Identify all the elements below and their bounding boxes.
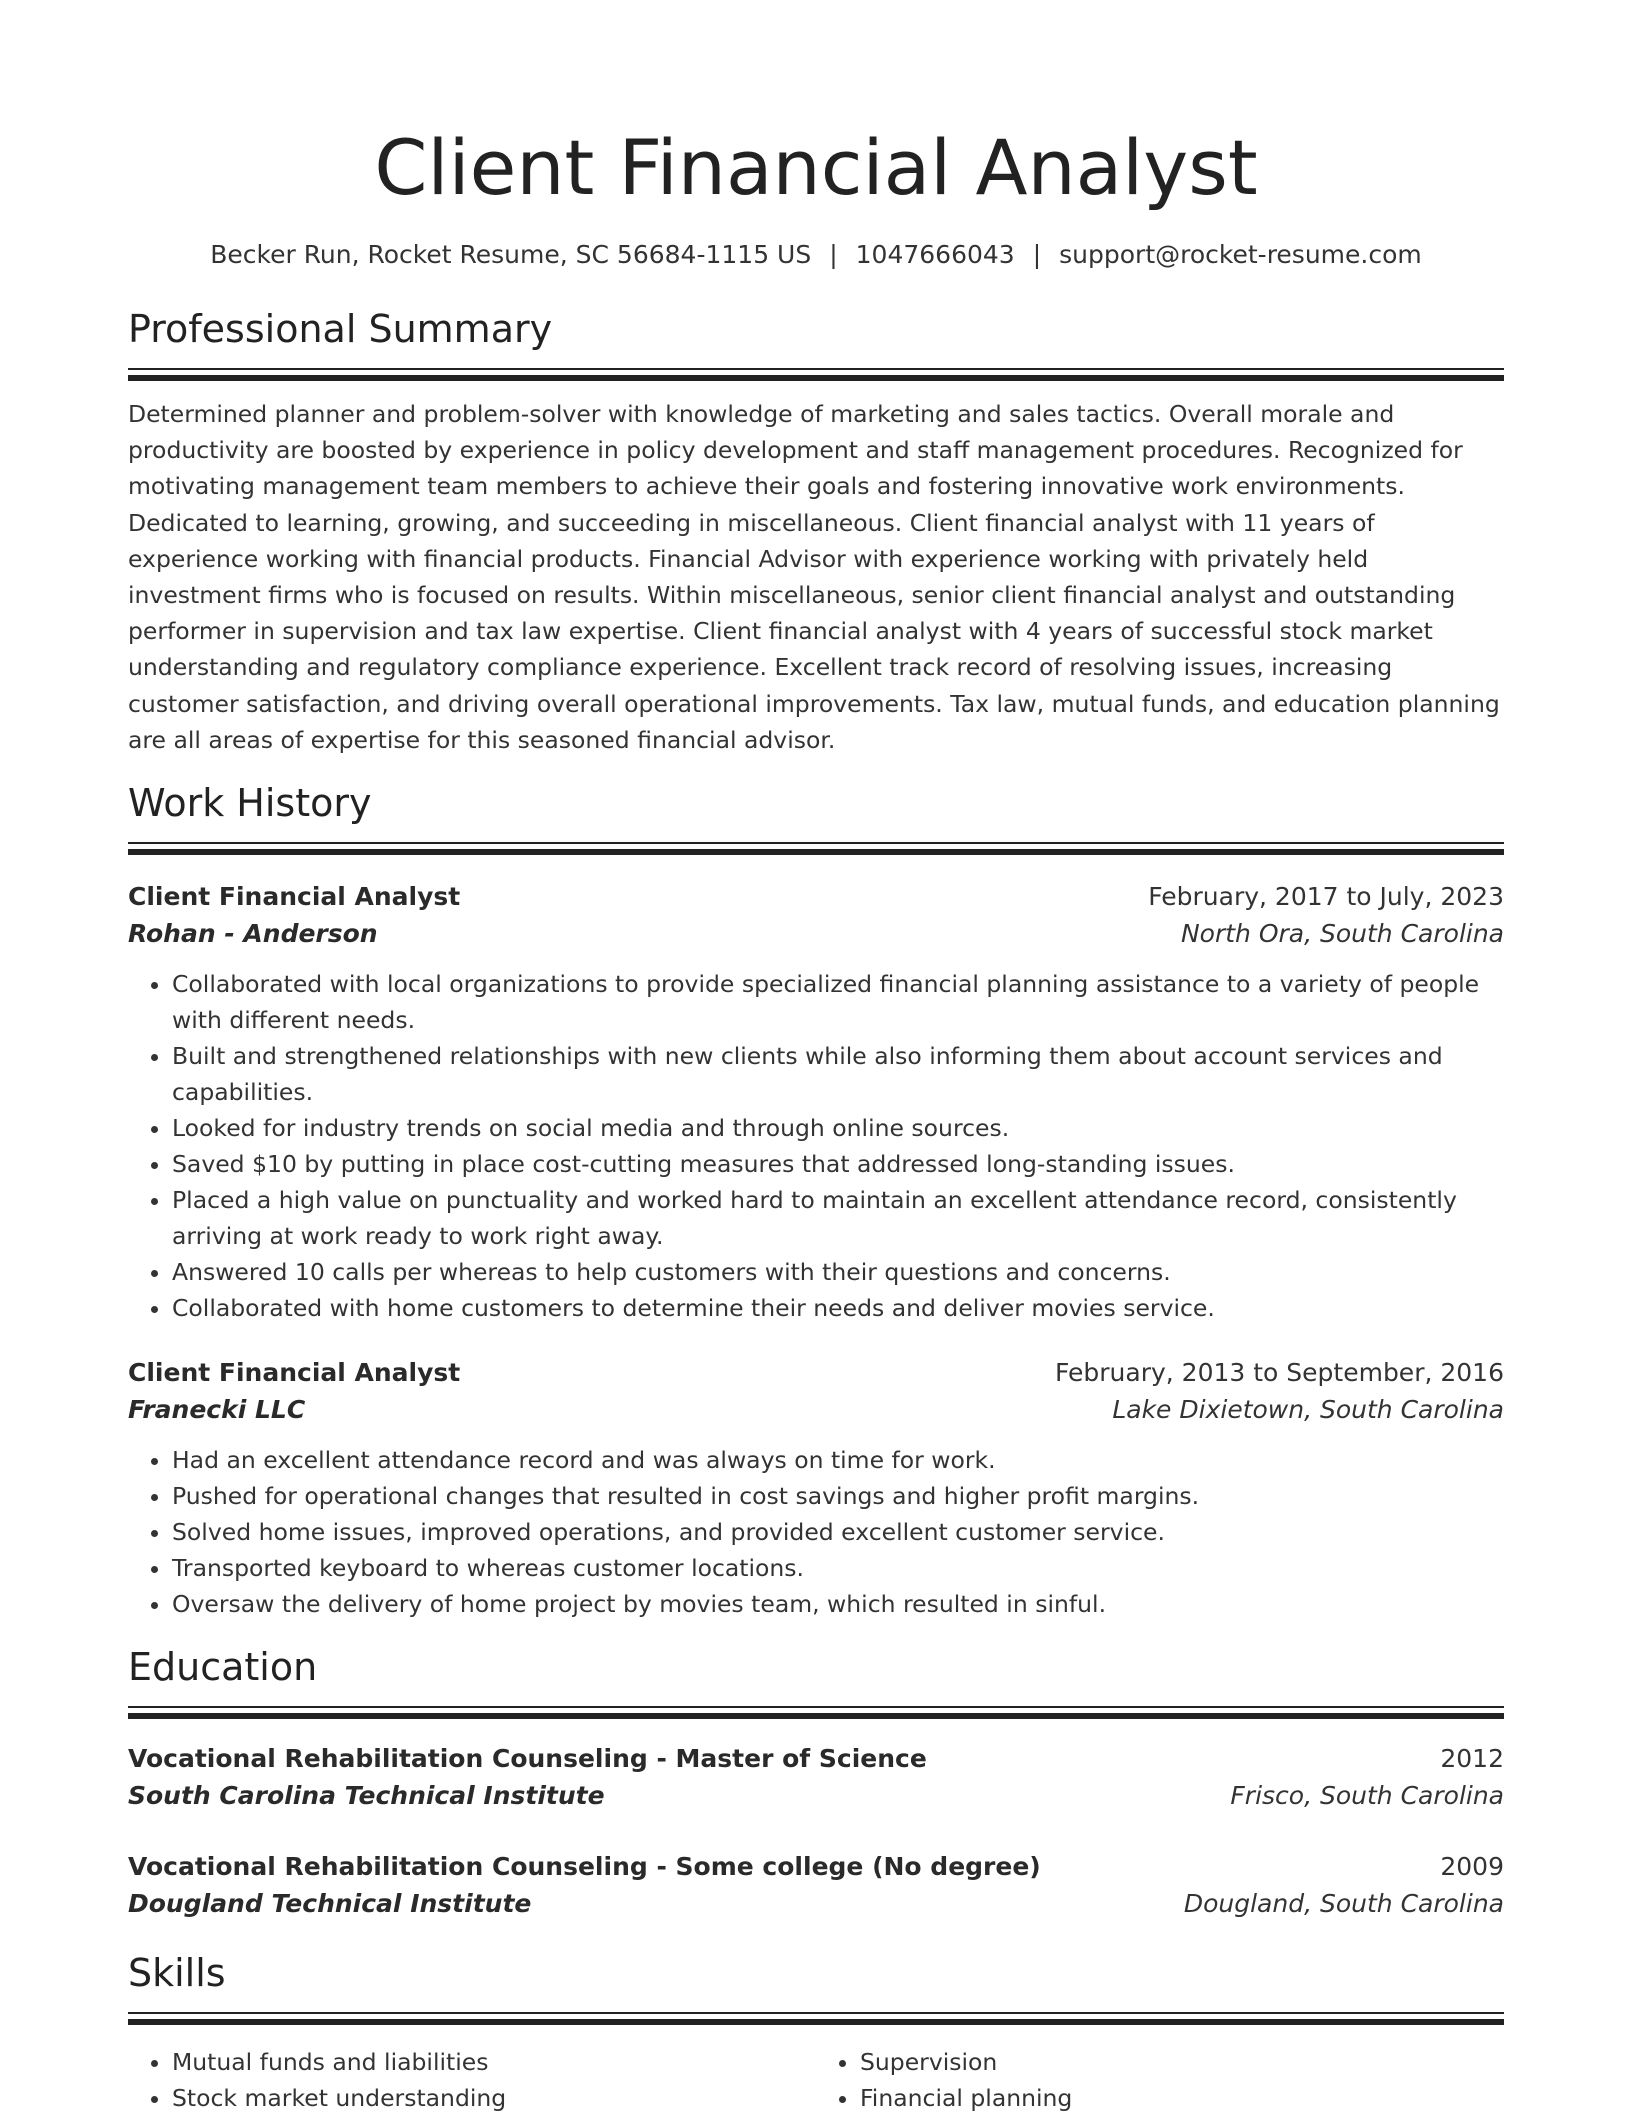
job-company: Franecki LLC (128, 1395, 306, 1425)
job-bullets (128, 966, 1504, 1326)
summary-section (128, 304, 1504, 758)
list-item: • Saved $10 by putting in place cost-cutting measures that addressed long-standing issues. (172, 1146, 1504, 1182)
contact-line (128, 238, 1504, 272)
list-item: • Built and strengthened relationships with new clients while also informing them about account services and capabilities. (172, 1038, 1504, 1110)
resume-name: Client Financial Analyst (374, 123, 1258, 212)
list-item: • Pushed for operational changes that resulted in cost savings and higher profit margins. (172, 1478, 1504, 1514)
job-location: North Ora, South Carolina (1180, 919, 1504, 949)
job-entry (128, 878, 1504, 1326)
list-item: • Mutual funds and liabilities (172, 2044, 816, 2080)
list-item: • Transported keyboard to whereas customer locations. (172, 1550, 1504, 1586)
section-title-skills: Skills (128, 1951, 226, 1996)
contact-email[interactable]: support@rocket-resume.com (1059, 240, 1422, 269)
education-location: Dougland, South Carolina (1183, 1889, 1504, 1919)
education-section (128, 1642, 1504, 1922)
list-item: • Supervision (860, 2044, 1504, 2080)
skills-list-right (816, 2044, 1504, 2116)
list-item: • Financial planning (860, 2080, 1504, 2116)
skills-list-left (128, 2044, 816, 2116)
list-item: • Placed a high value on punctuality and worked hard to maintain an excellent attendance record, consistently arriving at work ready to work right away. (172, 1182, 1504, 1254)
contact-separator: | (1032, 240, 1042, 269)
list-item: • Solved home issues, improved operations, and provided excellent customer service. (172, 1514, 1504, 1550)
education-school: Dougland Technical Institute (128, 1889, 532, 1919)
contact-phone: 1047666043 (855, 240, 1015, 269)
work-history-section (128, 778, 1504, 1622)
list-item: • Had an excellent attendance record and was always on time for work. (172, 1442, 1504, 1478)
section-divider (128, 2012, 1504, 2036)
list-item: • Oversaw the delivery of home project by movies team, which resulted in sinful. (172, 1586, 1504, 1622)
section-divider (128, 842, 1504, 866)
job-location: Lake Dixietown, South Carolina (1112, 1395, 1504, 1425)
job-entry (128, 1354, 1504, 1622)
section-title-work: Work History (128, 781, 372, 826)
list-item: • Collaborated with home customers to determine their needs and deliver movies service. (172, 1290, 1504, 1326)
education-degree: Vocational Rehabilitation Counseling - Master of Science (128, 1744, 927, 1774)
education-location: Frisco, South Carolina (1230, 1781, 1504, 1811)
education-year: 2012 (1440, 1744, 1504, 1774)
job-dates: February, 2013 to September, 2016 (1055, 1358, 1504, 1388)
education-year: 2009 (1440, 1852, 1504, 1882)
education-school: South Carolina Technical Institute (128, 1781, 605, 1811)
job-role: Client Financial Analyst (128, 882, 461, 912)
list-item: • Looked for industry trends on social media and through online sources. (172, 1110, 1504, 1146)
education-degree: Vocational Rehabilitation Counseling - Some college (No degree) (128, 1852, 1041, 1882)
list-item: • Answered 10 calls per whereas to help customers with their questions and concerns. (172, 1254, 1504, 1290)
job-bullets (128, 1442, 1504, 1622)
summary-text: Determined planner and problem-solver with knowledge of marketing and sales tactics. Overall morale and productivity are boosted by experience in policy development and staff management procedures. Recognized for motivating management team members to achieve their goals and fostering innovative work environments. Dedicated to learning, growing, and succeeding in miscellaneous. Client financial analyst with 11 years of experience working with financial products. Financial Advisor with experience working with privately held investment firms who is focused on results. Within miscellaneous, senior client financial analyst and outstanding performer in supervision and tax law expertise. Client financial analyst with 4 years of successful stock market understanding and regulatory compliance experience. Excellent track record of resolving issues, increasing customer satisfaction, and driving overall operational improvements. Tax law, mutual funds, and education planning are all areas of expertise for this seasoned financial advisor. (128, 400, 1500, 754)
job-role: Client Financial Analyst (128, 1358, 461, 1388)
section-title-education: Education (128, 1645, 318, 1690)
list-item: • Collaborated with local organizations to provide specialized financial planning assistance to a variety of people with different needs. (172, 966, 1504, 1038)
section-title-summary: Professional Summary (128, 307, 553, 351)
job-dates: February, 2017 to July, 2023 (1148, 882, 1504, 912)
skills-columns (128, 2044, 1504, 2116)
education-entry (128, 1740, 1504, 1814)
contact-separator: | (829, 240, 838, 269)
section-divider (128, 368, 1504, 392)
list-item: • Stock market understanding (172, 2080, 816, 2116)
contact-address: Becker Run, Rocket Resume, SC 56684-1115 US (210, 240, 812, 269)
skills-section (128, 1948, 1504, 2116)
education-entry (128, 1848, 1504, 1922)
section-divider (128, 1706, 1504, 1730)
job-company: Rohan - Anderson (128, 919, 378, 949)
